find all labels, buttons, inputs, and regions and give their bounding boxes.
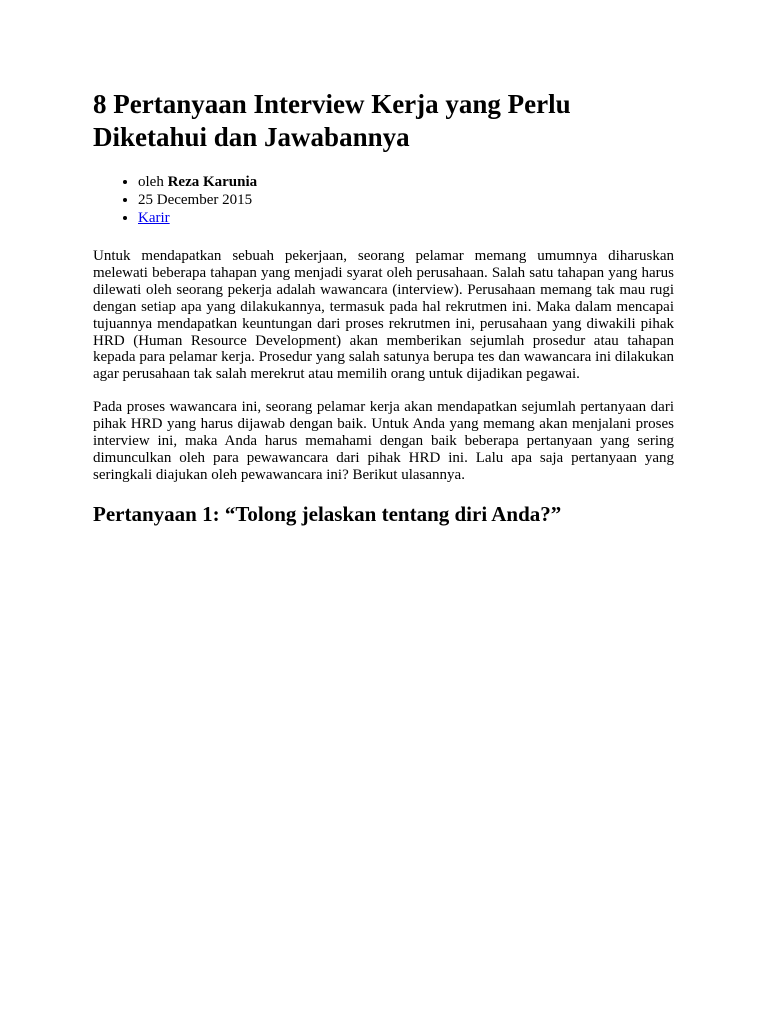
intro-paragraph: Untuk mendapatkan sebuah pekerjaan, seorang pelamar memang umumnya diharuskan melewati beberapa tahapan yang menjadi syarat oleh perusahaan. Salah satu tahapan yang harus dilewati oleh seorang pekerja adalah wawancara (interview). Perusahaan memang tak mau rugi dengan setiap apa yang dilakukannya, termasuk pada hal rekrutmen ini. Maka dalam mencapai tujuannya mendapatkan keuntungan dari proses rekrutmen ini, perusahaan yang diwakili pihak HRD (Human Resource Development) akan memberikan sejumlah prosedur atau tahapan kepada para pelamar kerja. Prosedur yang salah satunya berupa tes dan wawancara ini dilakukan agar perusahaan tak salah merekrut atau memilih orang untuk dijadikan pegawai.	[93, 248, 674, 383]
section-heading: Pertanyaan 1: “Tolong jelaskan tentang diri Anda?”	[93, 501, 562, 526]
author-name: Reza Karunia	[167, 174, 258, 190]
meta-category	[138, 209, 674, 227]
article-title: 8 Pertanyaan Interview Kerja yang Perlu Diketahui dan Jawabannya	[93, 89, 571, 152]
publish-date: 25 December 2015	[138, 192, 253, 208]
article-meta-list	[93, 173, 674, 227]
meta-author	[138, 173, 674, 191]
article	[93, 88, 674, 527]
meta-date	[138, 191, 674, 209]
category-link[interactable]: Karir	[138, 210, 170, 226]
author-prefix: oleh	[138, 174, 168, 190]
second-paragraph: Pada proses wawancara ini, seorang pelamar kerja akan mendapatkan sejumlah pertanyaan dari pihak HRD yang harus dijawab dengan baik. Untuk Anda yang memang akan menjalani proses interview ini, maka Anda harus memahami dengan baik beberapa pertanyaan yang sering dimunculkan oleh para pewawancara dari pihak HRD ini. Lalu apa saja pertanyaan yang seringkali diajukan oleh pewawancara ini? Berikut ulasannya.	[93, 399, 674, 483]
